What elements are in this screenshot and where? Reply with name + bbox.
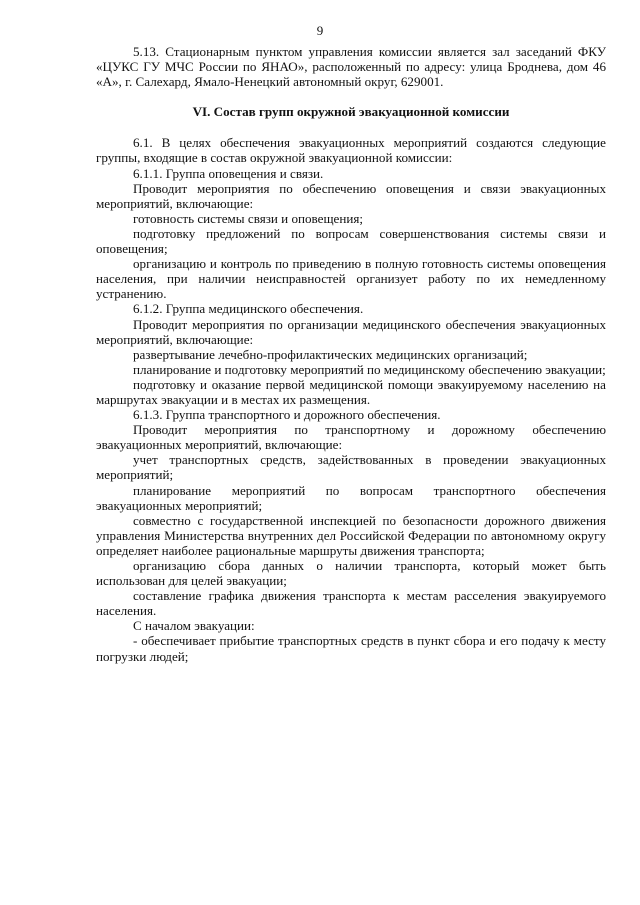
paragraph: развертывание лечебно-профилактических медицинских организаций; [133, 346, 528, 362]
paragraph: Проводит мероприятия по организации медицинского обеспечения эвакуационных мероприятий, включающие: [96, 316, 606, 347]
paragraph: 6.1.2. Группа медицинского обеспечения. [133, 301, 364, 317]
paragraph: - обеспечивает прибытие транспортных средств в пункт сбора и его подачу к месту погрузки людей; [96, 633, 606, 664]
paragraph: совместно с государственной инспекцией по безопасности дорожного движения управления Министерства внутренних дел Российской Федерации по автономному округу определяет наиболее рациональные маршруты движения транспорта; [96, 512, 606, 558]
paragraph: подготовку предложений по вопросам совершенствования системы связи и оповещения; [96, 225, 606, 257]
section-title: VI. Состав групп окружной эвакуационной комиссии [192, 104, 510, 120]
paragraph: Проводит мероприятия по транспортному и дорожному обеспечению эвакуационных мероприятий, включающие: [96, 422, 606, 453]
page-number: 9 [316, 23, 324, 38]
paragraph: 6.1. В целях обеспечения эвакуационных мероприятий создаются следующие группы, входящие в состав окружной эвакуационной комиссии: [96, 135, 606, 166]
paragraph: Проводит мероприятия по обеспечению оповещения и связи эвакуационных мероприятий, включающие: [96, 180, 606, 211]
paragraph: организацию и контроль по приведению в полную готовность системы оповещения населения, при наличии неисправностей организует работу по их немедленному устранению. [96, 256, 606, 302]
paragraph: организацию сбора данных о наличии транспорта, который может быть использован для целей эвакуации; [96, 558, 606, 589]
paragraph: С началом эвакуации: [133, 618, 255, 634]
paragraph: 6.1.1. Группа оповещения и связи. [133, 165, 324, 181]
paragraph: готовность системы связи и оповещения; [133, 210, 364, 226]
paragraph-5-13: 5.13. Стационарным пунктом управления комиссии является зал заседаний ФКУ «ЦУКС ГУ МЧС России по ЯНАО», расположенный по адресу: улица Броднева, дом 46 «А», г. Салехард, Ямало-Ненецкий автономный округ, 629001. [96, 44, 606, 90]
paragraph: 6.1.3. Группа транспортного и дорожного обеспечения. [133, 407, 441, 423]
document-body [96, 44, 606, 664]
paragraph: составление графика движения транспорта к местам расселения эвакуируемого населения. [96, 588, 606, 619]
paragraph: планирование и подготовку мероприятий по медицинскому обеспечению эвакуации; [133, 361, 606, 377]
paragraph: планирование мероприятий по вопросам транспортного обеспечения эвакуационных мероприятий; [96, 482, 606, 513]
paragraph: учет транспортных средств, задействованных в проведении эвакуационных мероприятий; [96, 452, 606, 483]
paragraph: подготовку и оказание первой медицинской помощи эвакуируемому населению на маршрутах эвакуации и в местах их размещения. [96, 376, 606, 407]
